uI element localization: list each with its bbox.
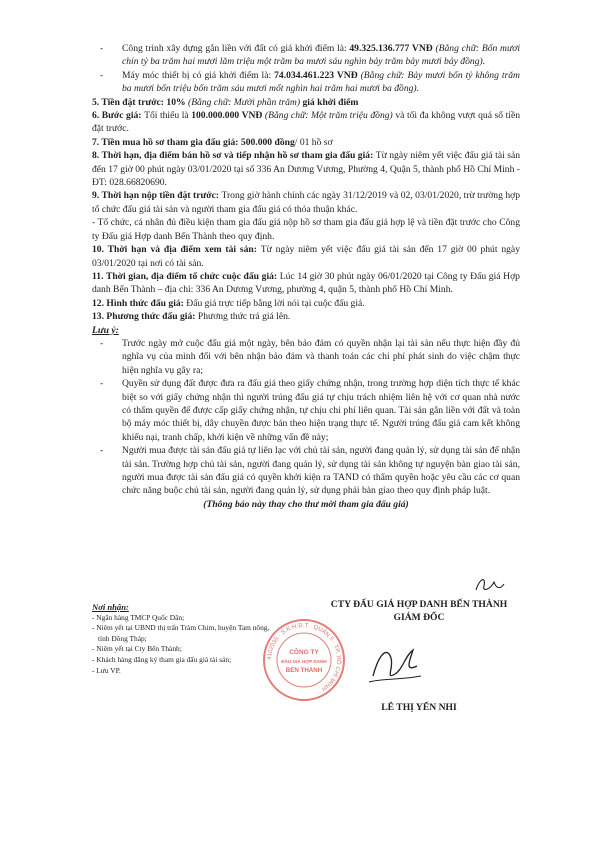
section-11-label: 11. Thời gian, địa điểm tổ chức cuộc đấu giá: xyxy=(92,270,280,282)
recipient-item: - Niêm yết tại UBND thị trấn Tràm Chim, huyện Tam nông, tỉnh Đồng Tháp; xyxy=(92,623,270,643)
note-1-text: Trước ngày mở cuộc đấu giá một ngày, bên bảo đảm có quyền nhận lại tài sản nếu thực hiện đầy đủ nghĩa vụ của mình đối với bên nhận bảo đảm và thanh toán các chi phí phát sinh do việc chậm thực hiện nghĩa vụ gây ra; xyxy=(122,337,520,376)
section-10-text: Từ ngày niêm yết việc đấu giá tài sản đến 17 giờ 00 phút ngày 03/01/2020 tại nơi có tài sản. xyxy=(92,244,520,269)
machinery-words: (Bằng chữ: Bảy mươi bốn tỷ không trăm ba mươi bốn triệu bốn trăm sáu mươi mốt nghìn hai trăm hai mươi ba đồng). xyxy=(122,69,520,95)
section-5-words: (Bằng chữ: Mười phần trăm) xyxy=(188,96,301,108)
section-8 xyxy=(92,149,520,189)
recipient-item: - Niêm yết tại Cty Bến Thành; xyxy=(92,644,182,654)
section-12 xyxy=(92,297,520,310)
section-8-label: 8. Thời hạn, địa điểm bán hồ sơ và tiếp nhận hồ sơ tham gia đấu giá: xyxy=(92,150,376,162)
construction-text: Công trình xây dựng gắn liền với đất có giá khởi điểm là: xyxy=(122,43,350,54)
section-7 xyxy=(92,136,520,149)
section-5 xyxy=(92,96,520,109)
dash-bullet: - xyxy=(100,337,104,349)
recipients-list xyxy=(92,602,278,676)
section-7-value: 500.000 đồng xyxy=(240,136,295,148)
item-construction xyxy=(92,42,520,69)
section-5-tail: giá khởi điểm xyxy=(300,96,359,108)
section-7-tail: / 01 hồ sơ xyxy=(294,136,333,148)
stamp-line-1: CÔNG TY xyxy=(289,649,319,656)
dash-bullet: - xyxy=(100,378,104,390)
construction-value: 49.325.136.777 VNĐ xyxy=(349,43,433,54)
note-2-text: Quyền sử dụng đất được đưa ra đấu giá theo giấy chứng nhận, trong trường hợp diện tích thực tế khác biệt so với giấy chứng nhận thì người trúng đấu giá tự chịu trách nhiệm liên hệ với cơ quan nhà nước có thẩm quyền để được cấp giấy chứng nhận, tự chịu chi phí liên quan. Tài sản gắn liền với đất và toàn bộ máy móc thiết bị, dây chuyền được bán theo hiện trạng thực tế. Người trúng đấu giá cam kết không khiếu nại, tranh chấp, khởi kiện về những vấn đề này; xyxy=(122,378,520,443)
signer-organization: CTY ĐẤU GIÁ HỢP DANH BẾN THÀNH xyxy=(330,599,508,610)
section-9-text: Trong giờ hành chính các ngày 31/12/2019 và 02, 03/01/2020, trừ trường hợp tổ chức đấu giá tài sản và người tham gia đấu giá có thỏa thuận khác. xyxy=(92,190,521,215)
stamp-line-2: ĐẤU GIÁ HỢP DANH xyxy=(281,659,327,664)
section-13-text: Phương thức trả giá lên. xyxy=(197,311,291,323)
section-8-text: Từ ngày niêm yết việc đấu giá tài sản đến 17 giờ 00 phút ngày 03/01/2020 tại số 336 An Dương Vương, Phường 4, Quận 5, thành phố Hồ Chí Minh - ĐT: 028.66820690. xyxy=(92,150,520,189)
recipient-item: - Ngân hàng TMCP Quốc Dân; xyxy=(92,612,185,622)
dash-bullet: - xyxy=(100,69,104,81)
dash-bullet: - xyxy=(100,445,104,457)
company-stamp xyxy=(262,618,346,702)
section-9 xyxy=(92,189,520,216)
signer-name: LÊ THỊ YẾN NHI xyxy=(381,702,457,713)
stamp-line-3: BẾN THÀNH xyxy=(285,667,323,674)
note-item xyxy=(92,444,520,498)
section-12-text: Đấu giá trực tiếp bằng lời nói tại cuộc đấu giá. xyxy=(186,297,365,309)
section-7-label: 7. Tiền mua hồ sơ tham gia đấu giá: xyxy=(92,136,241,148)
signer-role: GIÁM ĐỐC xyxy=(393,612,445,623)
note-item xyxy=(92,337,520,377)
section-11 xyxy=(92,270,520,297)
closing-note: (Thông báo này thay cho thư mời tham gia đấu giá) xyxy=(203,498,409,510)
machinery-value: 74.034.461.223 VNĐ xyxy=(274,69,358,81)
section-6-text: Tối thiểu là xyxy=(144,110,192,122)
stamp-ring-text: 4102035 · S.K.H.Đ.T · QUẬN 5 · TP. HỒ CHÍ MINH xyxy=(266,622,342,692)
section-11-text: Lúc 14 giờ 30 phút ngày 06/01/2020 tại Công ty Đấu giá Hợp danh Bến Thành – địa chỉ: 336 An Dương Vương, phường 4, quận 5, thành phố Hồ Chí Minh. xyxy=(92,270,520,296)
section-13 xyxy=(92,310,520,323)
notes-title: Lưu ý: xyxy=(92,324,119,336)
section-13-label: 13. Phương thức đấu giá: xyxy=(92,311,198,323)
section-12-label: 12. Hình thức đấu giá: xyxy=(92,297,187,309)
director-signature xyxy=(365,636,425,690)
section-6-label: 6. Bước giá: xyxy=(92,110,145,122)
section-6-words: (Bằng chữ: Một trăm triệu đồng) xyxy=(262,110,393,122)
dash-bullet: - xyxy=(100,43,104,54)
recipient-item: - Lưu VP. xyxy=(92,665,121,675)
machinery-text: Máy móc thiết bị có giá khởi điểm là: xyxy=(122,69,275,81)
section-10-label: 10. Thời hạn và địa điểm xem tài sản: xyxy=(92,244,261,256)
note-item xyxy=(92,377,520,444)
section-9-note: - Tổ chức, cá nhân đủ điều kiện tham gia đấu giá nộp hồ sơ tham gia đấu giá hợp lệ và tiền đặt trước cho Công ty Đấu giá Hợp danh Bến Thành theo quy định. xyxy=(92,217,520,242)
document-body xyxy=(92,42,520,511)
section-10 xyxy=(92,243,520,270)
section-5-label: 5. Tiền đặt trước: 10% xyxy=(92,96,188,108)
recipients-title: Nơi nhận: xyxy=(92,602,129,612)
recipient-item: - Khách hàng đăng ký tham gia đấu giá tài sản; xyxy=(92,654,232,664)
section-6-value: 100.000.000 VNĐ xyxy=(191,110,263,122)
section-6-text-2: và tối đa không vượt quá số tiền đặt trước. xyxy=(92,110,521,135)
section-6 xyxy=(92,109,520,136)
construction-words: (Bằng chữ: Bốn mươi chín tỷ ba trăm hai mươi lăm triệu một trăm ba mươi sáu nghìn bảy trăm bảy mươi bảy đồng). xyxy=(122,43,521,68)
initial-mark xyxy=(470,572,510,596)
section-9-label: 9. Thời hạn nộp tiền đặt trước: xyxy=(92,190,222,202)
item-machinery xyxy=(92,69,520,96)
note-3-text: Người mua được tài sản đấu giá tự liên lạc với chủ tài sản, người đang quản lý, sử dụng tài sản để nhận tài sản. Trường hợp chủ tài sản, người đang quản lý, sử dụng tài sản không tự nguyện bàn giao tài sản, người mua được tài sản đấu giá có quyền khởi kiện ra TAND có thẩm quyền hoặc yêu cầu các cơ quan chức năng buộc chủ tài sản, người đang quản lý, sử dụng phải bàn giao theo quy định pháp luật. xyxy=(122,445,520,497)
